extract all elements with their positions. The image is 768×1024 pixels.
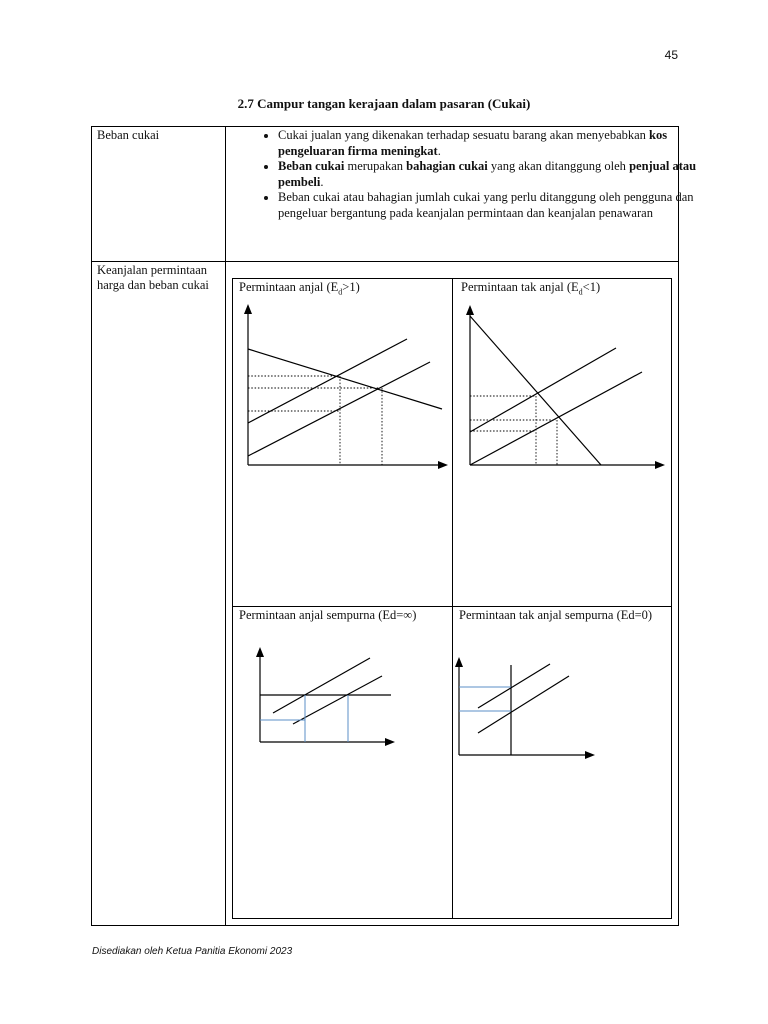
graph-title-inelastic-end: <1) [582,280,601,294]
bullet-bold-text: penjual atau pembeli [278,159,697,189]
bullet-bold-text: bahagian cukai [406,159,488,173]
bullet-text: merupakan [344,159,407,173]
graph-title-elastic-text: Permintaan anjal (E [239,280,339,294]
bullet-text: . [437,143,441,158]
graph-title-elastic-end: >1) [342,280,360,294]
bullet-text: Cukai jualan yang dikenakan terhadap sesuatu barang akan menyebabkan [278,128,650,142]
bullet-text: yang akan ditanggung oleh [487,159,630,173]
graph-title-inelastic-sub: d [578,287,583,297]
bullet-bold-text: Beban cukai [278,159,345,173]
footer-note: Disediakan oleh Ketua Panitia Ekonomi 2023 [92,946,293,957]
graph-title-perfectly-inelastic: Permintaan tak anjal sempurna (Ed=0) [459,608,653,622]
graph-title-elastic-sub: d [338,287,343,297]
supply-curve-original [478,676,569,733]
supply-curve-after-tax [478,664,550,708]
y-axis-arrow [455,657,463,667]
bullet-text: . [320,174,324,189]
row-label-beban-cukai: Beban cukai [97,128,160,142]
page-number: 45 [664,48,678,62]
row-label-keanjalan: Keanjalan permintaan harga dan beban cukai [97,263,209,292]
section-title: 2.7 Campur tangan kerajaan dalam pasaran (Cukai) [237,96,531,111]
graph-title-inelastic-text: Permintaan tak anjal (E [461,280,579,294]
bullet-bold-text: kos pengeluaran firma meningkat [278,128,668,158]
graph-title-perfectly-elastic: Permintaan anjal sempurna (Ed=∞) [239,608,417,622]
bullet-text: Beban cukai atau bahagian jumlah cukai yang perlu ditanggung oleh pengguna dan pengeluar bergantung pada keanjalan permintaan dan keanjalan penawaran [278,190,694,220]
x-axis-arrow [585,751,595,759]
